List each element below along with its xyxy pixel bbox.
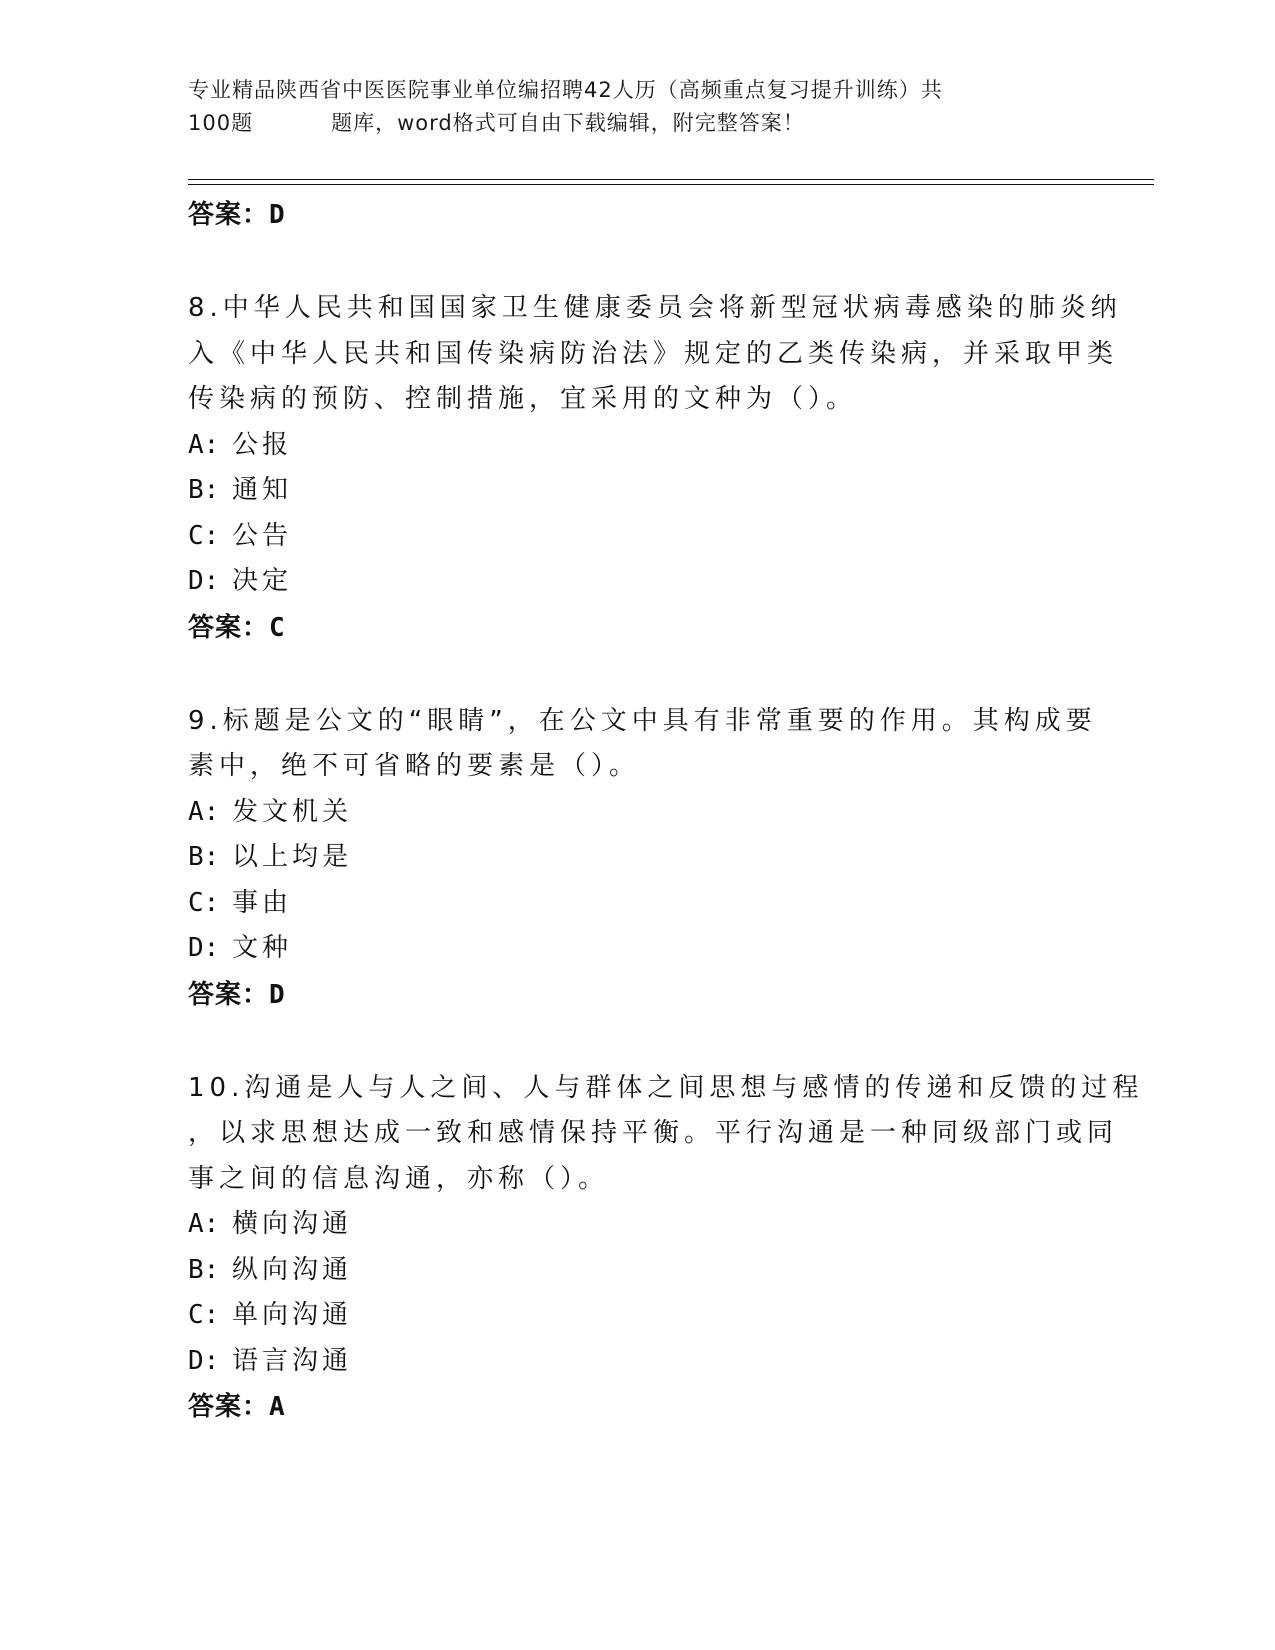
page-header <box>188 74 1068 140</box>
option-key: B: <box>188 842 220 872</box>
option-key: D: <box>188 566 220 596</box>
answer-option <box>188 1202 1088 1248</box>
question-block <box>188 286 1122 651</box>
header-question-count: 100题 <box>188 111 254 135</box>
option-text: 文种 <box>232 933 293 963</box>
answer-label: 答案： <box>188 979 270 1010</box>
answer-option <box>188 514 1088 560</box>
answer-option <box>188 1293 1088 1339</box>
option-text: 通知 <box>232 475 293 505</box>
option-key: B: <box>188 475 220 505</box>
question-text-line: 传染病的预防、控制措施，宜采用的文种为（）。 <box>188 384 858 414</box>
question-spacer <box>188 1018 1088 1066</box>
answer-option <box>188 881 1088 927</box>
question-list <box>188 238 1144 1430</box>
option-key: C: <box>188 887 220 918</box>
header-divider-top <box>188 179 1154 180</box>
option-key: D: <box>188 933 220 963</box>
question-stem <box>188 699 1097 790</box>
question-block <box>188 699 1097 1018</box>
option-text: 发文机关 <box>232 796 353 827</box>
question-spacer <box>188 651 1088 699</box>
header-title-line-2 <box>188 107 1068 140</box>
answer-value: D <box>269 979 286 1010</box>
header-divider-bottom <box>188 184 1154 185</box>
option-text: 以上均是 <box>232 842 353 872</box>
question-text-line: 素中，绝不可省略的要素是（）。 <box>188 751 641 781</box>
option-key: A: <box>188 1209 220 1239</box>
answer-label: 答案： <box>188 200 270 230</box>
question-text-line: 入《中华人民共和国传染病防治法》规定的乙类传染病，并采取甲类 <box>188 338 1119 369</box>
option-text: 语言沟通 <box>232 1345 353 1376</box>
answer-label: 答案： <box>188 1392 270 1422</box>
question-text-line: 事之间的信息沟通，亦称（）。 <box>188 1163 610 1194</box>
option-key: B: <box>188 1254 220 1285</box>
header-description: 题库，word格式可自由下载编辑，附完整答案！ <box>331 111 805 135</box>
question-text-line: 9.标题是公文的“眼睛”，在公文中具有非常重要的作用。其构成要 <box>188 705 1097 736</box>
answer-line <box>188 605 1088 651</box>
answer-option <box>188 1248 1088 1294</box>
option-text: 横向沟通 <box>232 1209 353 1239</box>
option-text: 公告 <box>232 520 293 551</box>
question-stem <box>188 286 1122 423</box>
answer-option <box>188 423 1088 469</box>
answer-option <box>188 926 1088 972</box>
answer-value: D <box>269 200 286 230</box>
header-title-line-1: 专业精品陕西省中医医院事业单位编招聘42人历（高频重点复习提升训练）共 <box>188 78 943 102</box>
answer-label: 答案： <box>188 612 270 643</box>
option-text: 单向沟通 <box>232 1300 353 1330</box>
option-key: D: <box>188 1345 220 1376</box>
option-text: 事由 <box>232 887 293 918</box>
option-text: 纵向沟通 <box>232 1254 353 1285</box>
answer-value: A <box>269 1392 286 1422</box>
option-key: C: <box>188 520 220 551</box>
answer-line <box>188 192 1088 238</box>
answer-value: C <box>269 612 286 643</box>
question-block <box>188 1066 1144 1431</box>
answer-option <box>188 1339 1088 1385</box>
option-key: C: <box>188 1300 220 1330</box>
question-stem <box>188 1066 1144 1203</box>
question-text-line: ，以求思想达成一致和感情保持平衡。平行沟通是一种同级部门或同 <box>188 1118 1119 1148</box>
question-spacer <box>188 238 1088 286</box>
answer-line <box>188 972 1088 1018</box>
question-text-line: 8.中华人民共和国国家卫生健康委员会将新型冠状病毒感染的肺炎纳 <box>188 293 1122 323</box>
option-key: A: <box>188 796 220 827</box>
question-text-line: 10.沟通是人与人之间、人与群体之间思想与感情的传递和反馈的过程 <box>188 1072 1144 1103</box>
option-text: 公报 <box>232 429 293 460</box>
document-content <box>188 192 1144 1430</box>
option-key: A: <box>188 429 220 460</box>
answer-option <box>188 559 1088 605</box>
answer-option <box>188 468 1088 514</box>
answer-option <box>188 790 1088 836</box>
option-text: 决定 <box>232 566 293 596</box>
answer-line <box>188 1384 1088 1430</box>
answer-option <box>188 835 1088 881</box>
